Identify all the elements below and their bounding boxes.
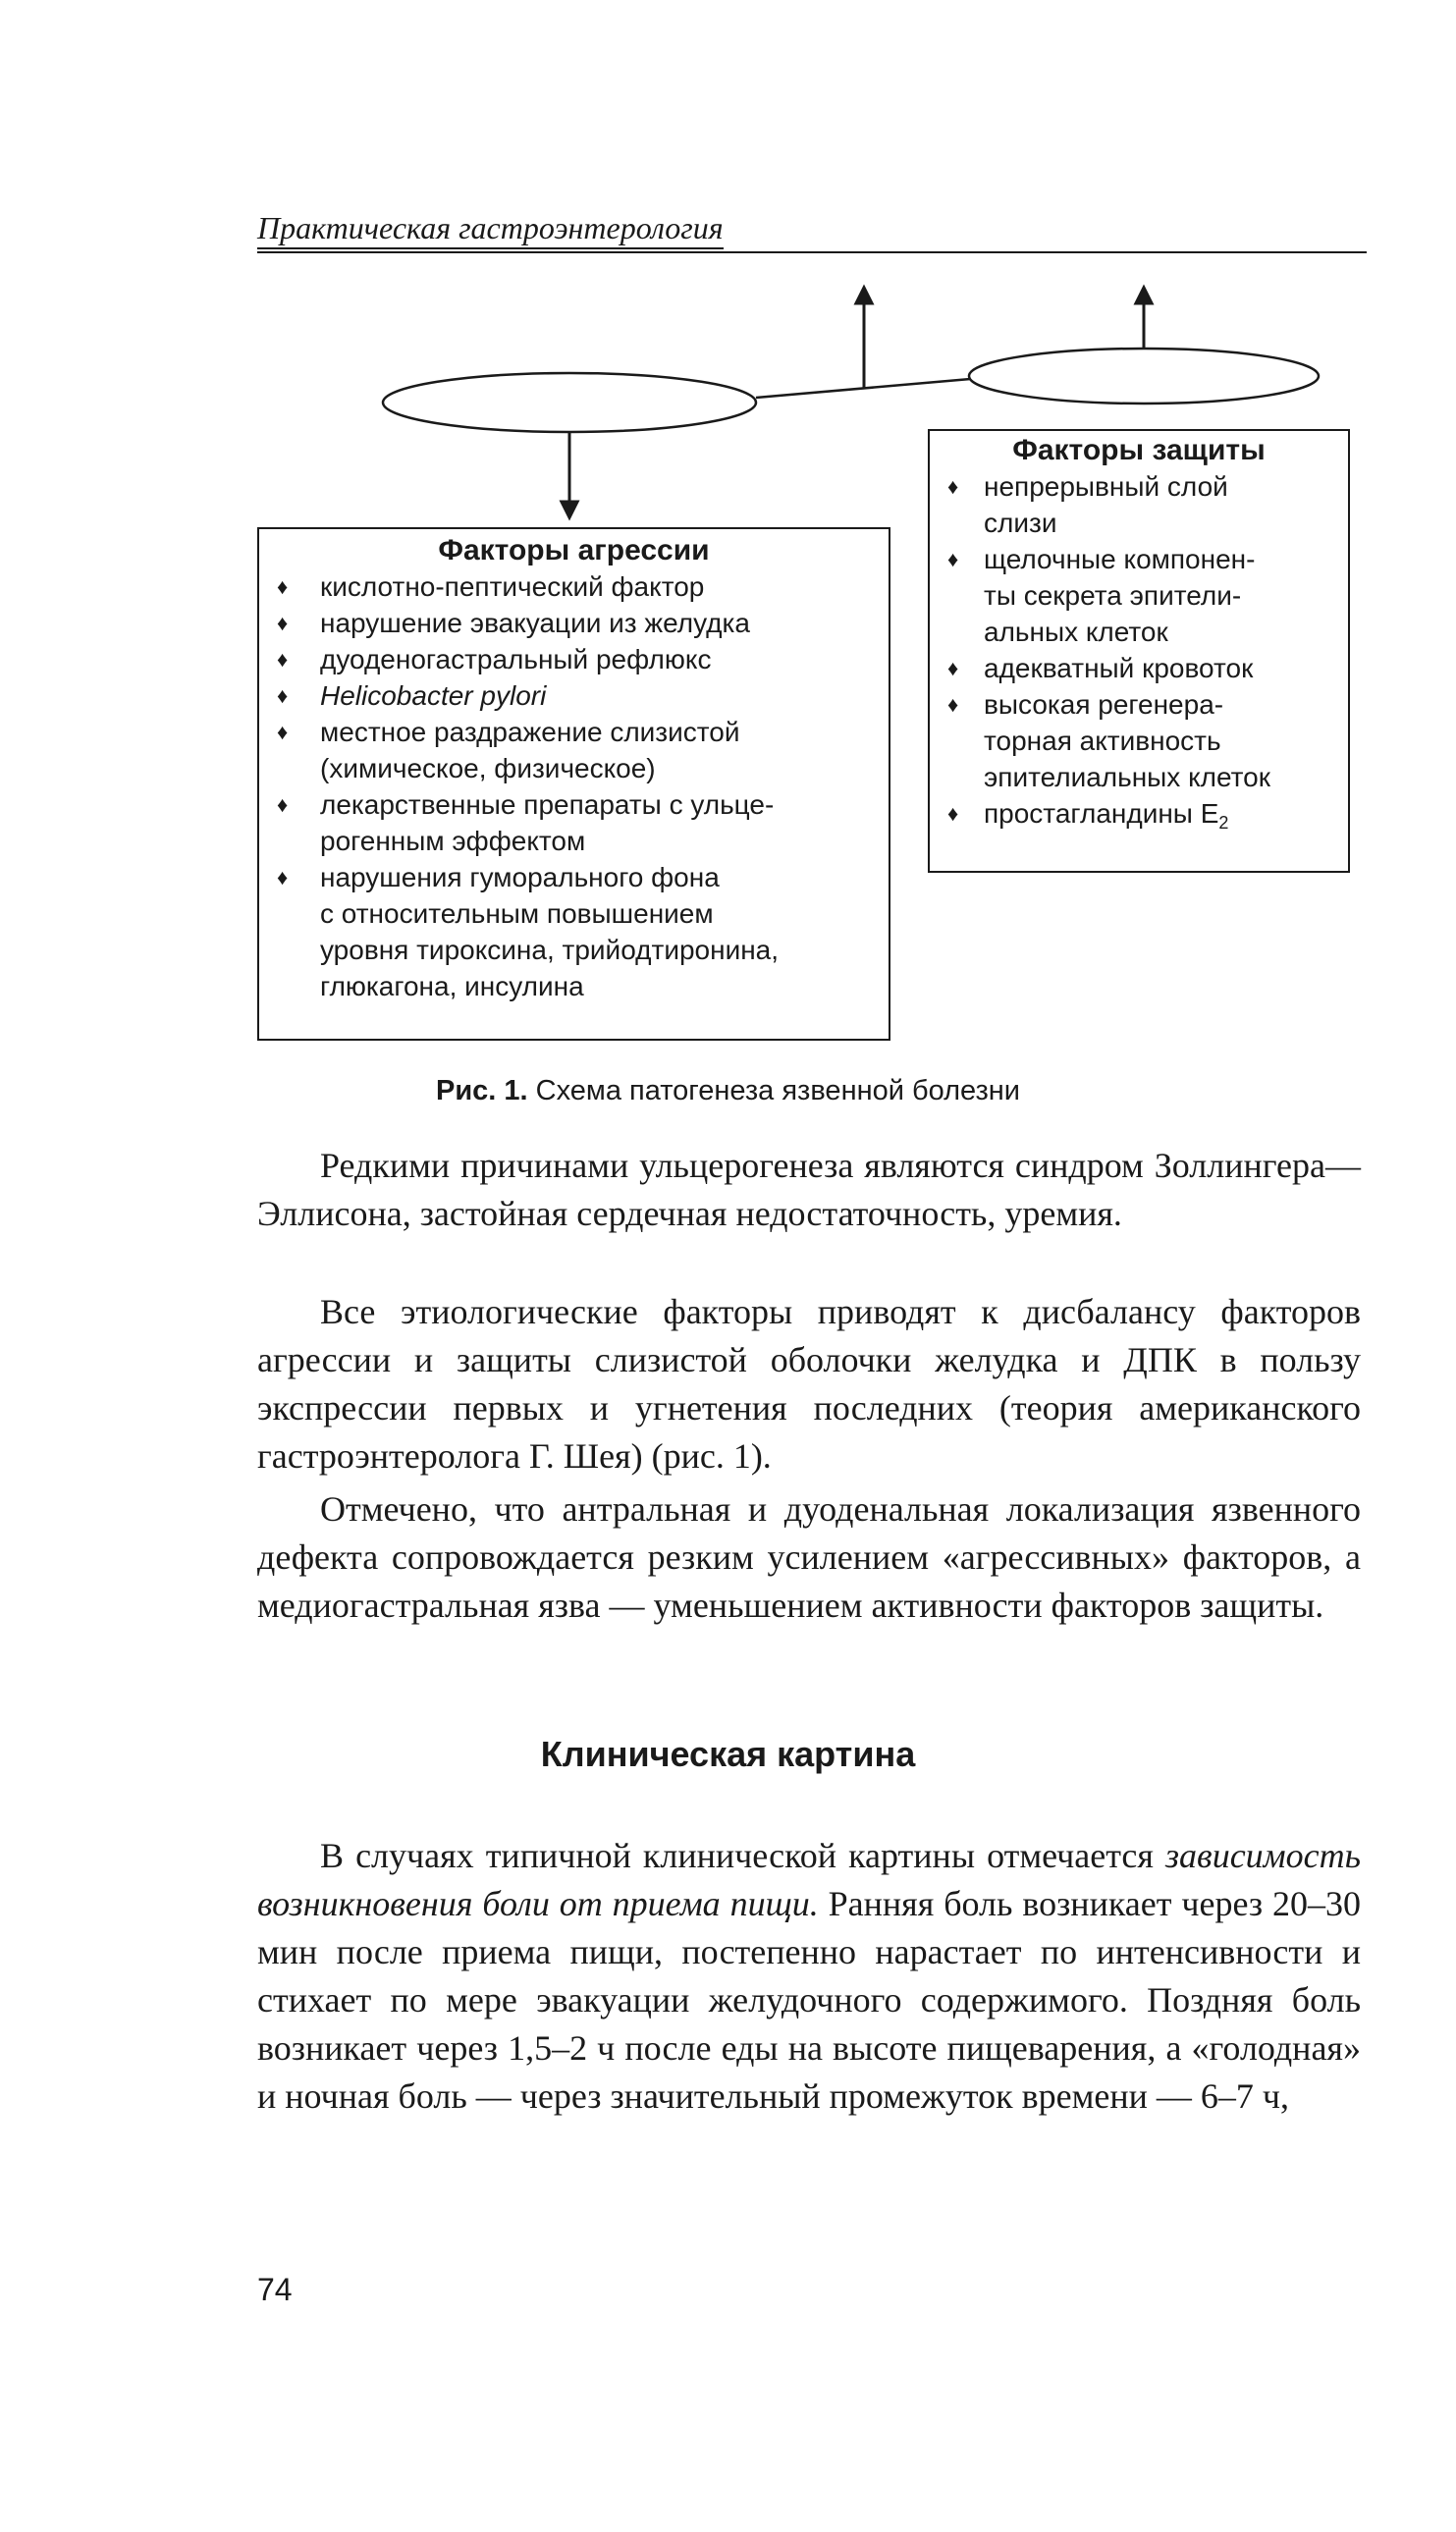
protection-list <box>930 468 1348 841</box>
emphasis: зависимость возникновения боли от приема пищи. <box>257 1836 1361 1923</box>
bullet-icon: ♦ <box>277 647 289 672</box>
list-item: ♦ дуоденогастральный рефлюкс <box>259 641 889 677</box>
figure-caption <box>0 1073 1456 1108</box>
bullet-icon: ♦ <box>277 574 289 599</box>
paragraph-4: В случаях типичной клинической картины отмечается зависимость возникновения боли от приема пищи. Ранняя боль возникает через 20–30 мин после приема пищи, постепенно нарастает по интенсивности и стихает по мере эвакуации желудочного содержимого. Поздняя боль возникает через 1,5–2 ч после еды на высоте пищеварения, а «голодная» и ночная боль — через значительный промежуток времени — 6–7 ч, <box>257 1836 1361 2116</box>
list-item: ♦ нарушения гуморального фона с относительным повышением уровня тироксина, трийодтиронина, глюкагона, инсулина <box>259 859 889 1004</box>
page-number: 74 <box>257 2272 293 2307</box>
list-item: ♦ Helicobacter pylori <box>259 677 889 714</box>
paragraph-1: Редкими причинами ульцерогенеза являются синдром Золлингера—Эллисона, застойная сердечная недостаточность, уремия. <box>257 1146 1361 1233</box>
subscript: 2 <box>1218 813 1229 833</box>
bullet-icon: ♦ <box>277 683 289 708</box>
bullet-icon: ♦ <box>947 656 959 680</box>
aggression-title: Факторы агрессии <box>438 534 710 566</box>
list-item: ♦ нарушение эвакуации из желудка <box>259 605 889 641</box>
list-item: ♦ непрерывный слой слизи <box>930 468 1348 541</box>
list-item: ♦ простагландины $E_2$ <box>930 795 1348 841</box>
paragraph-2: Все этиологические факторы приводят к дисбалансу факторов агрессии и защиты слизистой оболочки желудка и ДПК в пользу экспрессии первых и угнетения последних (теория американского гастроэнтеролога Г. Шея) (рис. 1). <box>257 1292 1361 1476</box>
bullet-icon: ♦ <box>947 547 959 571</box>
caption-text: Схема патогенеза язвенной болезни <box>527 1075 1021 1106</box>
aggression-factors-box <box>257 527 890 1041</box>
bullet-icon: ♦ <box>277 792 289 817</box>
aggression-ellipse <box>383 373 756 432</box>
balance-beam <box>756 378 982 398</box>
list-item: ♦ кислотно-пептический фактор <box>259 568 889 605</box>
protection-title: Факторы защиты <box>1012 434 1266 466</box>
bullet-icon: ♦ <box>277 720 289 744</box>
list-item: ♦ высокая регенера- торная активность эпителиальных клеток <box>930 686 1348 795</box>
running-title: Практическая гастроэнтерология <box>257 210 724 249</box>
protection-factors-box <box>928 429 1350 873</box>
section-title: Клиническая картина <box>540 1734 916 1774</box>
bullet-icon: ♦ <box>947 801 959 826</box>
paragraph-3: Отмечено, что антральная и дуоденальная локализация язвенного дефекта сопровождается резким усилением «агрессивных» факторов, а медиогастральная язва — уменьшением активности факторов защиты. <box>257 1489 1361 1625</box>
aggression-list <box>259 568 889 1004</box>
bullet-icon: ♦ <box>277 865 289 889</box>
bullet-icon: ♦ <box>947 692 959 717</box>
list-item: ♦ лекарственные препараты с ульце- рогенным эффектом <box>259 786 889 859</box>
list-item: ♦ щелочные компонен- ты секрета эпители- альных клеток <box>930 541 1348 650</box>
bullet-icon: ♦ <box>277 611 289 635</box>
list-item: ♦ местное раздражение слизистой (химическое, физическое) <box>259 714 889 786</box>
bullet-icon: ♦ <box>947 474 959 499</box>
list-item: ♦ адекватный кровоток <box>930 650 1348 686</box>
caption-label: Рис. 1. <box>435 1075 528 1106</box>
protection-ellipse <box>969 349 1319 404</box>
